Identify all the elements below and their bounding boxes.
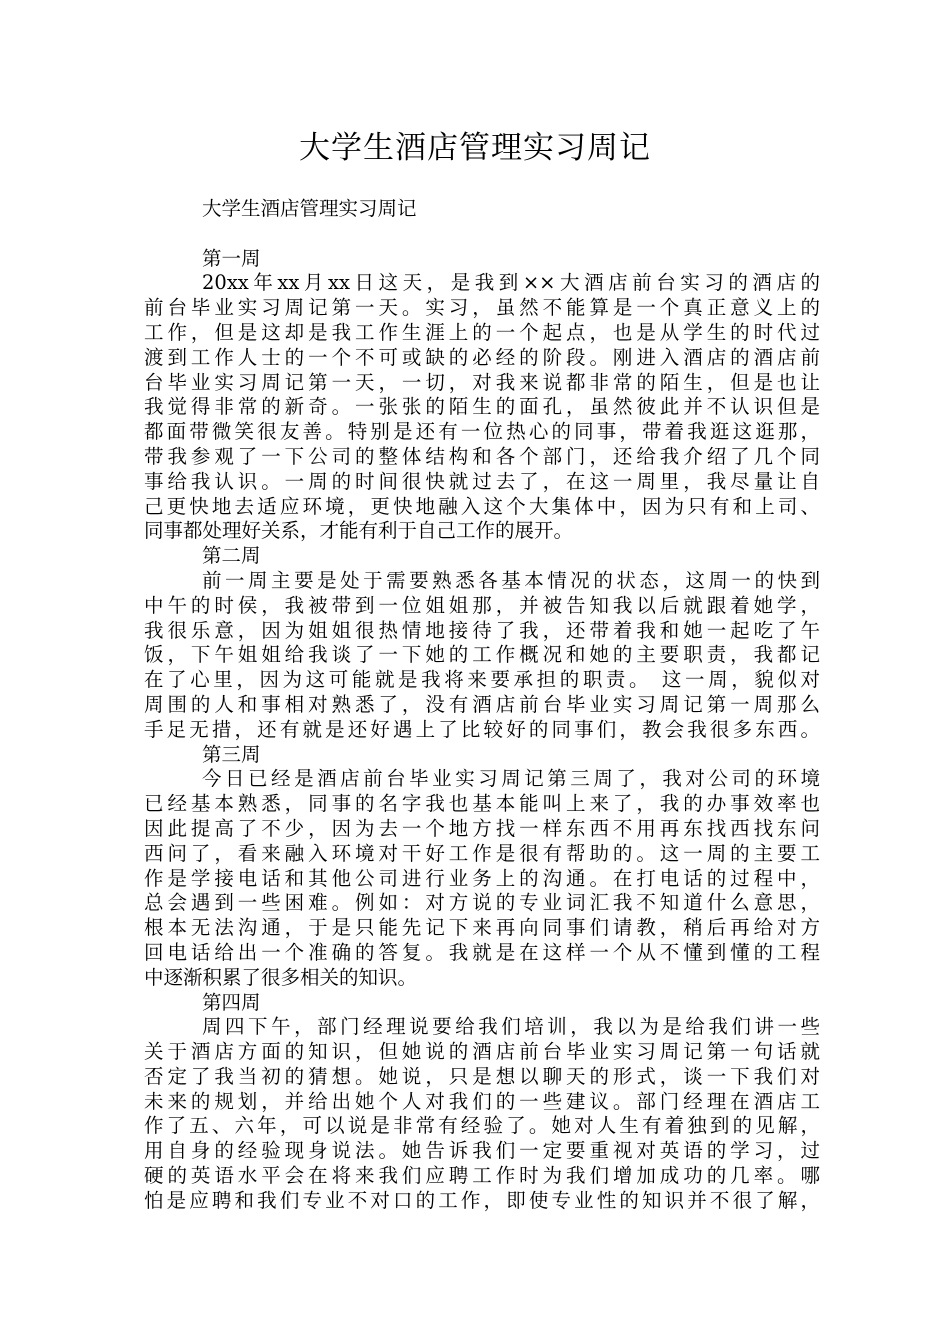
paragraph-line: 根本无法沟通，于是只能先记下来再向同事们请教，稍后再给对方 [144, 916, 820, 940]
paragraph-line: 未来的规划，并给出她个人对我们的一些建议。部门经理在酒店工 [144, 1089, 820, 1113]
paragraph-line: 怕是应聘和我们专业不对口的工作，即使专业性的知识并不很了解， [144, 1188, 820, 1212]
paragraph-line: 己更快地去适应环境，更快地融入这个大集体中，因为只有和上司、 [144, 494, 820, 518]
paragraph-line: 作是学接电话和其他公司进行业务上的沟通。在打电话的过程中， [144, 866, 820, 890]
paragraph-line: 否定了我当初的猜想。她说，只是想以聊天的形式，谈一下我们对 [144, 1064, 820, 1088]
paragraph-line: 中逐渐积累了很多相关的知识。 [144, 965, 418, 989]
paragraph-line: 用自身的经验现身说法。她告诉我们一定要重视对英语的学习，过 [144, 1139, 820, 1163]
paragraph-line: 硬的英语水平会在将来我们应聘工作时为我们增加成功的几率。哪 [144, 1164, 820, 1188]
paragraph-line: 饭，下午姐姐给我谈了一下她的工作概况和她的主要职责，我都记 [144, 643, 820, 667]
section-heading-week-2: 第二周 [202, 544, 261, 568]
paragraph-line: 周四下午，部门经理说要给我们培训，我以为是给我们讲一些 [202, 1015, 820, 1039]
paragraph-line: 手足无措，还有就是还好遇上了比较好的同事们，教会我很多东西。 [144, 717, 820, 741]
paragraph-line: 已经基本熟悉，同事的名字我也基本能叫上来了，我的办事效率也 [144, 792, 820, 816]
document-body [144, 197, 820, 1214]
paragraph-line: 总会遇到一些困难。例如：对方说的专业词汇我不知道什么意思， [144, 891, 820, 915]
paragraph-line: 事给我认识。一周的时间很快就过去了，在这一周里，我尽量让自 [144, 469, 820, 493]
section-heading-week-4: 第四周 [202, 990, 261, 1014]
document-title: 大学生酒店管理实习周记 [299, 130, 651, 166]
paragraph-line: 都面带微笑很友善。特别是还有一位热心的同事，带着我逛这逛那， [144, 420, 820, 444]
paragraph-line: 渡到工作人士的一个不可或缺的必经的阶段。刚进入酒店的酒店前 [144, 345, 820, 369]
paragraph-line: 工作，但是这却是我工作生涯上的一个起点，也是从学生的时代过 [144, 320, 820, 344]
paragraph-line: 西问了，看来融入环境对干好工作是很有帮助的。这一周的主要工 [144, 841, 820, 865]
paragraph-line: 中午的时侯，我被带到一位姐姐那，并被告知我以后就跟着她学， [144, 593, 820, 617]
section-heading-week-3: 第三周 [202, 742, 261, 766]
paragraph-line: 回电话给出一个准确的答复。我就是在这样一个从不懂到懂的工程 [144, 940, 820, 964]
paragraph-line: 今日已经是酒店前台毕业实习周记第三周了，我对公司的环境 [202, 767, 820, 791]
paragraph-line: 台毕业实习周记第一天，一切，对我来说都非常的陌生，但是也让 [144, 370, 820, 394]
paragraph-line: 关于酒店方面的知识，但她说的酒店前台毕业实习周记第一句话就 [144, 1040, 820, 1064]
paragraph-line: 我觉得非常的新奇。一张张的陌生的面孔，虽然彼此并不认识但是 [144, 395, 820, 419]
document-subtitle: 大学生酒店管理实习周记 [202, 197, 417, 220]
paragraph-line: 同事都处理好关系，才能有利于自己工作的展开。 [144, 519, 574, 543]
paragraph-line: 因此提高了不少，因为去一个地方找一样东西不用再东找西找东问 [144, 816, 820, 840]
paragraph-line: 在了心里，因为这可能就是我将来要承担的职责。 这一周，貌似对 [144, 668, 820, 692]
paragraph-line: 作了五、六年，可以说是非常有经验了。她对人生有着独到的见解， [144, 1114, 820, 1138]
section-heading-week-1: 第一周 [202, 246, 261, 270]
paragraph-line: 前一周主要是处于需要熟悉各基本情况的状态，这周一的快到 [202, 568, 820, 592]
paragraph-line: 前台毕业实习周记第一天。实习，虽然不能算是一个真正意义上的 [144, 296, 820, 320]
blank-line [144, 222, 820, 247]
paragraph-line: 我很乐意，因为姐姐很热情地接待了我，还带着我和她一起吃了午 [144, 618, 820, 642]
paragraph-line: 周围的人和事相对熟悉了，没有酒店前台毕业实习周记第一周那么 [144, 692, 820, 716]
paragraph-line: 带我参观了一下公司的整体结构和各个部门，还给我介绍了几个同 [144, 444, 820, 468]
paragraph-line: 20xx年xx月xx日这天，是我到××大酒店前台实习的酒店的 [202, 271, 820, 295]
